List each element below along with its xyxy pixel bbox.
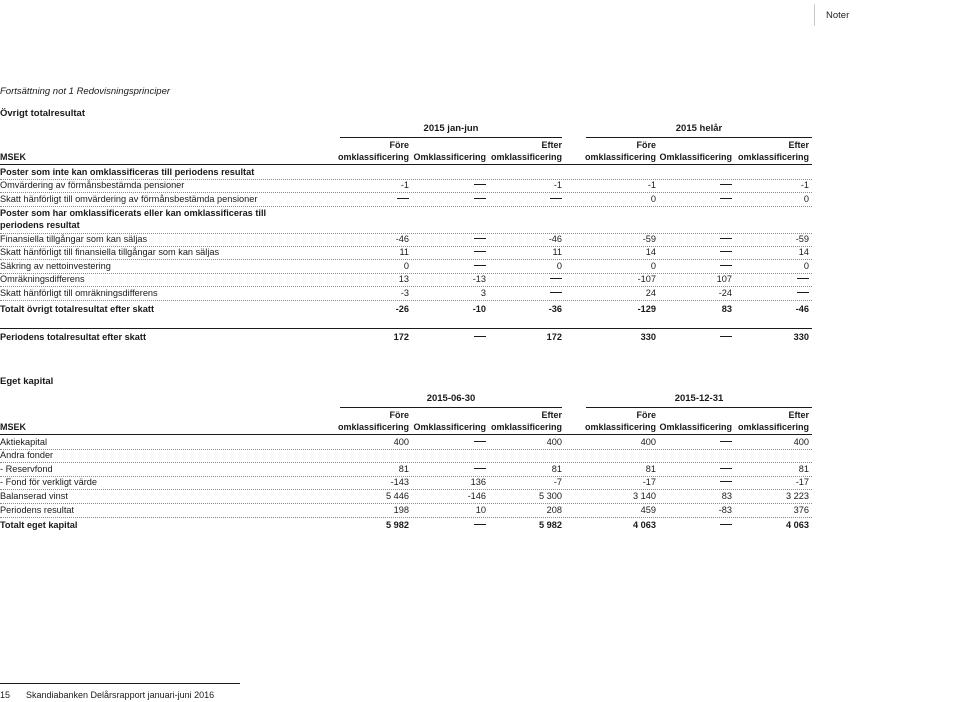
cell: 3 223	[786, 491, 809, 501]
cell	[672, 247, 732, 257]
col-header-fore-3: Före omklassificering	[337, 410, 409, 432]
cell: -146	[467, 491, 486, 501]
row-label: Omvärdering av förmånsbestämda pensioner	[0, 180, 185, 190]
cell	[426, 194, 486, 204]
cell	[426, 247, 486, 257]
page-number: 15	[0, 690, 11, 700]
cell: 11	[399, 247, 409, 257]
cell: 81	[398, 464, 409, 474]
table-row	[0, 179, 812, 193]
dash-mark	[720, 238, 732, 239]
table-row	[0, 463, 812, 477]
dash-mark	[720, 198, 732, 199]
col-header-efter-3: Efter omklassificering	[490, 410, 562, 432]
table-row	[0, 287, 812, 301]
cell: -129	[637, 304, 656, 314]
msek-label-2: MSEK	[0, 422, 27, 432]
table-row	[0, 504, 812, 518]
cell: 5 300	[539, 491, 562, 501]
table-row	[0, 490, 812, 504]
row-label: Skatt hänförligt till omräkningsdifferens	[0, 288, 158, 298]
dash-mark	[474, 336, 486, 337]
cell: -36	[548, 304, 562, 314]
col-header-fore-4: Före omklassificering	[584, 410, 656, 432]
dash-mark	[720, 524, 732, 525]
cell: -10	[472, 304, 486, 314]
cell: 5 446	[386, 491, 409, 501]
cell: 4 063	[786, 520, 809, 530]
cell: 0	[803, 194, 809, 204]
cell: 11	[552, 247, 562, 257]
cell: -26	[395, 304, 409, 314]
table-row	[0, 449, 812, 463]
group-header-jan-jun: 2015 jan-jun	[340, 123, 562, 138]
table-row	[0, 166, 812, 180]
cell: -59	[795, 234, 809, 244]
cell: 3	[480, 288, 486, 298]
col-header-efter: Efter omklassificering	[490, 140, 562, 162]
cell: -1	[553, 180, 562, 190]
header-divider	[814, 4, 815, 26]
cell	[502, 288, 562, 298]
row-label: - Reservfond	[0, 464, 53, 474]
dash-mark	[474, 468, 486, 469]
dash-mark	[720, 468, 732, 469]
table-row	[0, 260, 812, 274]
cell	[349, 194, 409, 204]
cell	[672, 437, 732, 447]
cell: -83	[718, 505, 732, 515]
dash-mark	[720, 184, 732, 185]
top-bar	[0, 0, 960, 30]
col-header-efter-4: Efter omklassificering	[737, 410, 809, 432]
dash-mark	[720, 481, 732, 482]
periodens-rule	[0, 328, 812, 329]
dash-mark	[550, 198, 562, 199]
cell	[426, 234, 486, 244]
section-label-noter: Noter	[826, 10, 850, 21]
group-header-2015-06-30: 2015-06-30	[340, 393, 562, 408]
cell: 0	[403, 261, 409, 271]
cell: 5 982	[386, 520, 409, 530]
cell	[502, 194, 562, 204]
row-label: Omräkningsdifferens	[0, 274, 85, 284]
dash-mark	[797, 292, 809, 293]
cell: 83	[721, 491, 732, 501]
header-rule	[0, 164, 812, 165]
row-label: Finansiella tillgångar som kan säljas	[0, 234, 148, 244]
col-header-omklassificering-3: Omklassificering	[413, 422, 486, 432]
cell	[749, 274, 809, 284]
row-label: Periodens resultat	[0, 505, 75, 515]
cell	[672, 520, 732, 530]
table-row	[0, 233, 812, 247]
dash-mark	[797, 278, 809, 279]
cell: 136	[470, 477, 486, 487]
table-row	[0, 519, 812, 532]
dash-mark	[720, 336, 732, 337]
dash-mark	[474, 265, 486, 266]
dash-mark	[474, 198, 486, 199]
cell: -13	[472, 274, 486, 284]
group-header-2015-12-31: 2015-12-31	[586, 393, 812, 408]
table-row	[0, 273, 812, 287]
row-label: Säkring av nettoinvestering	[0, 261, 111, 271]
cell	[672, 261, 732, 271]
msek-label: MSEK	[0, 152, 27, 162]
cell: 0	[803, 261, 809, 271]
header-rule-2	[0, 434, 812, 435]
cell: -59	[642, 234, 656, 244]
cell: 400	[393, 437, 409, 447]
cell: 172	[393, 332, 409, 342]
cell	[426, 180, 486, 190]
row-label: Aktiekapital	[0, 437, 47, 447]
table-row	[0, 193, 812, 207]
cell: -1	[800, 180, 809, 190]
cell	[426, 437, 486, 447]
page-subtitle: Fortsättning not 1 Redovisningsprinciper	[0, 86, 171, 97]
dash-mark	[720, 441, 732, 442]
col-header-fore: Före omklassificering	[337, 140, 409, 162]
cell: 400	[546, 437, 562, 447]
row-label: Balanserad vinst	[0, 491, 68, 501]
dash-mark	[720, 251, 732, 252]
cell: 81	[551, 464, 562, 474]
row-label: Totalt eget kapital	[0, 520, 78, 530]
cell: 376	[793, 505, 809, 515]
table-row	[0, 436, 812, 450]
cell	[672, 180, 732, 190]
cell: 13	[398, 274, 409, 284]
cell: -3	[400, 288, 409, 298]
footer-text: Skandiabanken Delårsrapport januari-juni 2016	[26, 690, 215, 700]
dash-mark	[720, 265, 732, 266]
col-header-fore-2: Före omklassificering	[584, 140, 656, 162]
cell: 81	[798, 464, 809, 474]
cell	[672, 464, 732, 474]
cell: -1	[400, 180, 409, 190]
cell: 4 063	[633, 520, 656, 530]
col-header-omklassificering-4: Omklassificering	[659, 422, 732, 432]
cell: 5 982	[539, 520, 562, 530]
cell	[426, 520, 486, 530]
cell	[672, 234, 732, 244]
cell: -46	[548, 234, 562, 244]
table-row	[0, 206, 812, 234]
cell: -17	[642, 477, 656, 487]
cell: 330	[640, 332, 656, 342]
row-label: - Fond för verkligt värde	[0, 477, 98, 487]
cell: -46	[795, 304, 809, 314]
cell	[672, 477, 732, 487]
section-title-totalresultat: Övrigt totalresultat	[0, 108, 85, 119]
cell: 81	[645, 464, 656, 474]
cell: 0	[556, 261, 562, 271]
cell: 3 140	[633, 491, 656, 501]
cell: 172	[546, 332, 562, 342]
dash-mark	[550, 278, 562, 279]
row-label: Skatt hänförligt till omvärdering av förmånsbestämda pensioner	[0, 194, 258, 204]
table-row	[0, 303, 812, 316]
cell: 330	[793, 332, 809, 342]
dash-mark	[474, 184, 486, 185]
table-row	[0, 246, 812, 260]
cell: 400	[793, 437, 809, 447]
cell: -7	[553, 477, 562, 487]
cell: -107	[637, 274, 656, 284]
section-title-eget-kapital: Eget kapital	[0, 376, 54, 387]
dash-mark	[550, 292, 562, 293]
row-label: Andra fonder	[0, 450, 54, 460]
cell: 208	[546, 505, 562, 515]
table-row	[0, 476, 812, 490]
cell: 14	[798, 247, 809, 257]
group-header-helar: 2015 helår	[586, 123, 812, 138]
row-label: Poster som inte kan omklassificeras till periodens resultat	[0, 167, 255, 177]
dash-mark	[474, 251, 486, 252]
cell: -46	[395, 234, 409, 244]
cell	[749, 288, 809, 298]
cell	[426, 332, 486, 342]
row-label: Periodens totalresultat efter skatt	[0, 332, 147, 342]
cell: -143	[390, 477, 409, 487]
cell	[426, 261, 486, 271]
cell	[672, 332, 732, 342]
page-footer	[0, 683, 240, 700]
col-header-efter-2: Efter omklassificering	[737, 140, 809, 162]
col-header-omklassificering-2: Omklassificering	[659, 152, 732, 162]
cell: 0	[650, 194, 656, 204]
dash-mark	[474, 441, 486, 442]
table-row-periodens	[0, 331, 812, 344]
row-label: Totalt övrigt totalresultat efter skatt	[0, 304, 154, 314]
cell: -17	[795, 477, 809, 487]
cell: 10	[475, 505, 486, 515]
cell: 459	[640, 505, 656, 515]
cell: 198	[393, 505, 409, 515]
cell: -1	[647, 180, 656, 190]
cell: 14	[645, 247, 656, 257]
dash-mark	[474, 238, 486, 239]
cell: 400	[640, 437, 656, 447]
row-label: Poster som har omklassificerats eller kan omklassificeras till periodens resultat	[0, 208, 267, 230]
cell: 0	[650, 261, 656, 271]
cell: 83	[721, 304, 732, 314]
dash-mark	[397, 198, 409, 199]
row-label: Skatt hänförligt till finansiella tillgångar som kan säljas	[0, 247, 220, 257]
cell: 24	[645, 288, 656, 298]
cell: -24	[718, 288, 732, 298]
cell: 107	[716, 274, 732, 284]
col-header-omklassificering: Omklassificering	[413, 152, 486, 162]
dash-mark	[474, 524, 486, 525]
cell	[502, 274, 562, 284]
cell	[426, 464, 486, 474]
cell	[672, 194, 732, 204]
